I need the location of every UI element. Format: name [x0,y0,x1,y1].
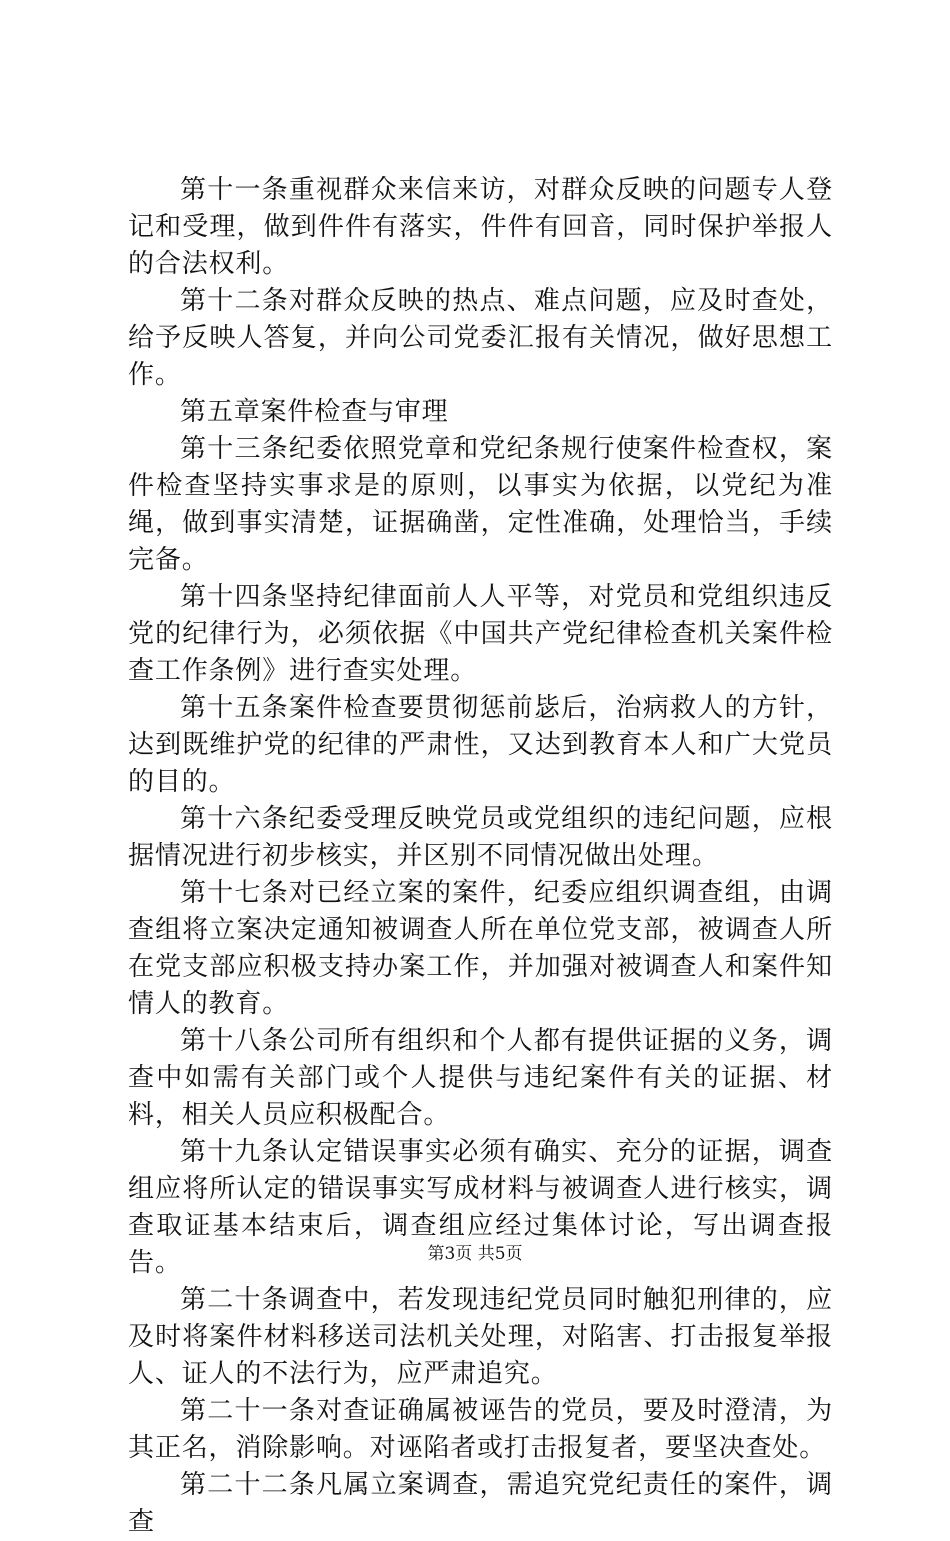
paragraph-article-11: 第十一条重视群众来信来访，对群众反映的问题专人登记和受理，做到件件有落实，件件有回音，同时保护举报人的合法权利。 [128,175,833,279]
paragraph-article-15: 第十五条案件检查要贯彻惩前毖后，治病救人的方针，达到既维护党的纪律的严肃性，又达到教育本人和广大党员的目的。 [128,693,833,797]
paragraph-article-21: 第二十一条对查证确属被诬告的党员，要及时澄清，为其正名，消除影响。对诬陷者或打击报复者，要坚决查处。 [128,1396,833,1463]
page-number-footer: 第3页 共5页 [427,1244,523,1264]
paragraph-article-13: 第十三条纪委依照党章和党纪条规行使案件检查权，案件检查坚持实事求是的原则，以事实为依据，以党纪为准绳，做到事实清楚，证据确凿，定性准确，处理恰当，手续完备。 [128,434,833,575]
paragraph-article-18: 第十八条公司所有组织和个人都有提供证据的义务，调查中如需有关部门或个人提供与违纪案件有关的证据、材料，相关人员应积极配合。 [128,1026,833,1130]
paragraph-article-14: 第十四条坚持纪律面前人人平等，对党员和党组织违反党的纪律行为，必须依据《中国共产党纪律检查机关案件检查工作条例》进行查实处理。 [128,582,833,686]
chapter-heading-5: 第五章案件检查与审理 [180,397,449,427]
document-body [128,172,833,1541]
paragraph-article-22: 第二十二条凡属立案调查，需追究党纪责任的案件，调查 [128,1470,833,1537]
paragraph-article-16: 第十六条纪委受理反映党员或党组织的违纪问题，应根据情况进行初步核实，并区别不同情况做出处理。 [128,804,833,871]
paragraph-article-12: 第十二条对群众反映的热点、难点问题，应及时查处，给予反映人答复，并向公司党委汇报有关情况，做好思想工作。 [128,286,833,390]
paragraph-article-17: 第十七条对已经立案的案件，纪委应组织调查组，由调查组将立案决定通知被调查人所在单位党支部，被调查人所在党支部应积极支持办案工作，并加强对被调查人和案件知情人的教育。 [128,878,833,1019]
paragraph-article-20: 第二十条调查中，若发现违纪党员同时触犯刑律的，应及时将案件材料移送司法机关处理，对陷害、打击报复举报人、证人的不法行为，应严肃追究。 [128,1285,833,1389]
paragraph-article-19: 第十九条认定错误事实必须有确实、充分的证据，调查组应将所认定的错误事实写成材料与被调查人进行核实，调查取证基本结束后，调查组应经过集体讨论，写出调查报告。 [128,1137,833,1278]
